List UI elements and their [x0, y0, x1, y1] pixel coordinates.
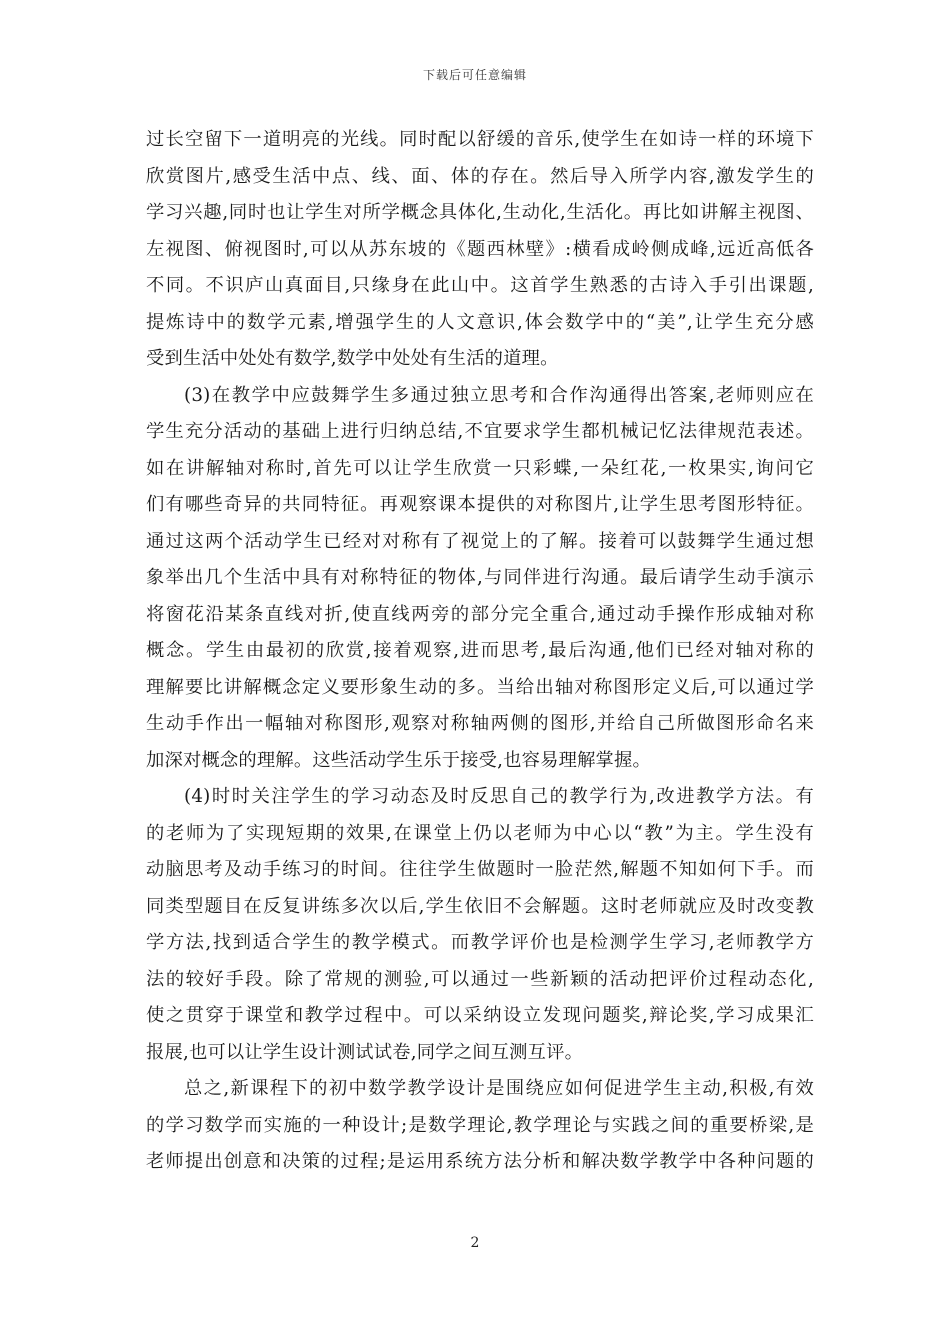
text-line: 如在讲解轴对称时,首先可以让学生欣赏一只彩蝶,一朵红花,一枚果实,询问它	[146, 457, 814, 479]
document-body	[146, 122, 814, 1181]
text-line: 理解要比讲解概念定义要形象生动的多。当给出轴对称图形定义后,可以通过学	[146, 676, 814, 698]
text-line: 学习兴趣,同时也让学生对所学概念具体化,生动化,生活化。再比如讲解主视图、	[146, 202, 814, 223]
text-line: 受到生活中处处有数学,数学中处处有生活的道理。	[146, 348, 559, 369]
paragraph-first-line: 总之,新课程下的初中数学教学设计是围绕应如何促进学生主动,积极,有效	[184, 1078, 814, 1099]
text-line: 学生充分活动的基础上进行归纳总结,不宜要求学生都机械记忆法律规范表述。	[146, 421, 814, 442]
text-line: 过长空留下一道明亮的光线。同时配以舒缓的音乐,使学生在如诗一样的环境下	[146, 129, 814, 150]
text-line: 同类型题目在反复讲练多次以后,学生依旧不会解题。这时老师就应及时改变教	[146, 895, 814, 917]
text-line: 法的较好手段。除了常规的测验,可以通过一些新颖的活动把评价过程动态化,	[146, 968, 814, 990]
text-line: 使之贯穿于课堂和教学过程中。可以采纳设立发现问题奖,辩论奖,学习成果汇	[146, 1005, 814, 1026]
text-line: 加深对概念的理解。这些活动学生乐于接受,也容易理解掌握。	[146, 749, 652, 771]
text-line: 不同。不识庐山真面目,只缘身在此山中。这首学生熟悉的古诗入手引出课题,	[146, 275, 814, 296]
text-line: 概念。学生由最初的欣赏,接着观察,进而思考,最后沟通,他们已经对轴对称的	[146, 640, 814, 661]
text-line: 动脑思考及动手练习的时间。往往学生做题时一脸茫然,解题不知如何下手。而	[146, 859, 814, 880]
text-line: 老师提出创意和决策的过程;是运用系统方法分析和解决数学教学中各种问题的	[146, 1151, 814, 1172]
text-line: 学方法,找到适合学生的教学模式。而教学评价也是检测学生学习,老师教学方	[146, 932, 814, 953]
paragraph-first-line: (3)在教学中应鼓舞学生多通过独立思考和合作沟通得出答案,老师则应在	[184, 384, 814, 406]
text-line: 将窗花沿某条直线对折,使直线两旁的部分完全重合,通过动手操作形成轴对称	[146, 603, 814, 625]
text-line: 通过这两个活动学生已经对对称有了视觉上的了解。接着可以鼓舞学生通过想	[146, 530, 814, 552]
text-line: 的老师为了实现短期的效果,在课堂上仍以老师为中心以“教”为主。学生没有	[146, 822, 814, 844]
text-line: 欣赏图片,感受生活中点、线、面、体的存在。然后导入所学内容,激发学生的	[146, 165, 814, 187]
text-line: 生动手作出一幅轴对称图形,观察对称轴两侧的图形,并给自己所做图形命名来	[146, 713, 814, 734]
page-number: 2	[470, 1235, 480, 1251]
text-line: 左视图、俯视图时,可以从苏东坡的《题西林壁》:横看成岭侧成峰,远近高低各	[146, 238, 814, 260]
text-line: 报展,也可以让学生设计测试试卷,同学之间互测互评。	[146, 1041, 584, 1063]
paragraph-first-line: (4)时时关注学生的学习动态及时反思自己的教学行为,改进教学方法。有	[184, 786, 814, 807]
page-header: 下载后可任意编辑	[422, 68, 527, 82]
text-line: 提炼诗中的数学元素,增强学生的人文意识,体会数学中的“美”,让学生充分感	[146, 311, 814, 333]
text-line: 的学习数学而实施的一种设计;是数学理论,教学理论与实践之间的重要桥梁,是	[146, 1114, 814, 1136]
text-line: 象举出几个生活中具有对称特征的物体,与同伴进行沟通。最后请学生动手演示	[146, 567, 814, 588]
text-line: 们有哪些奇异的共同特征。再观察课本提供的对称图片,让学生思考图形特征。	[146, 494, 814, 515]
